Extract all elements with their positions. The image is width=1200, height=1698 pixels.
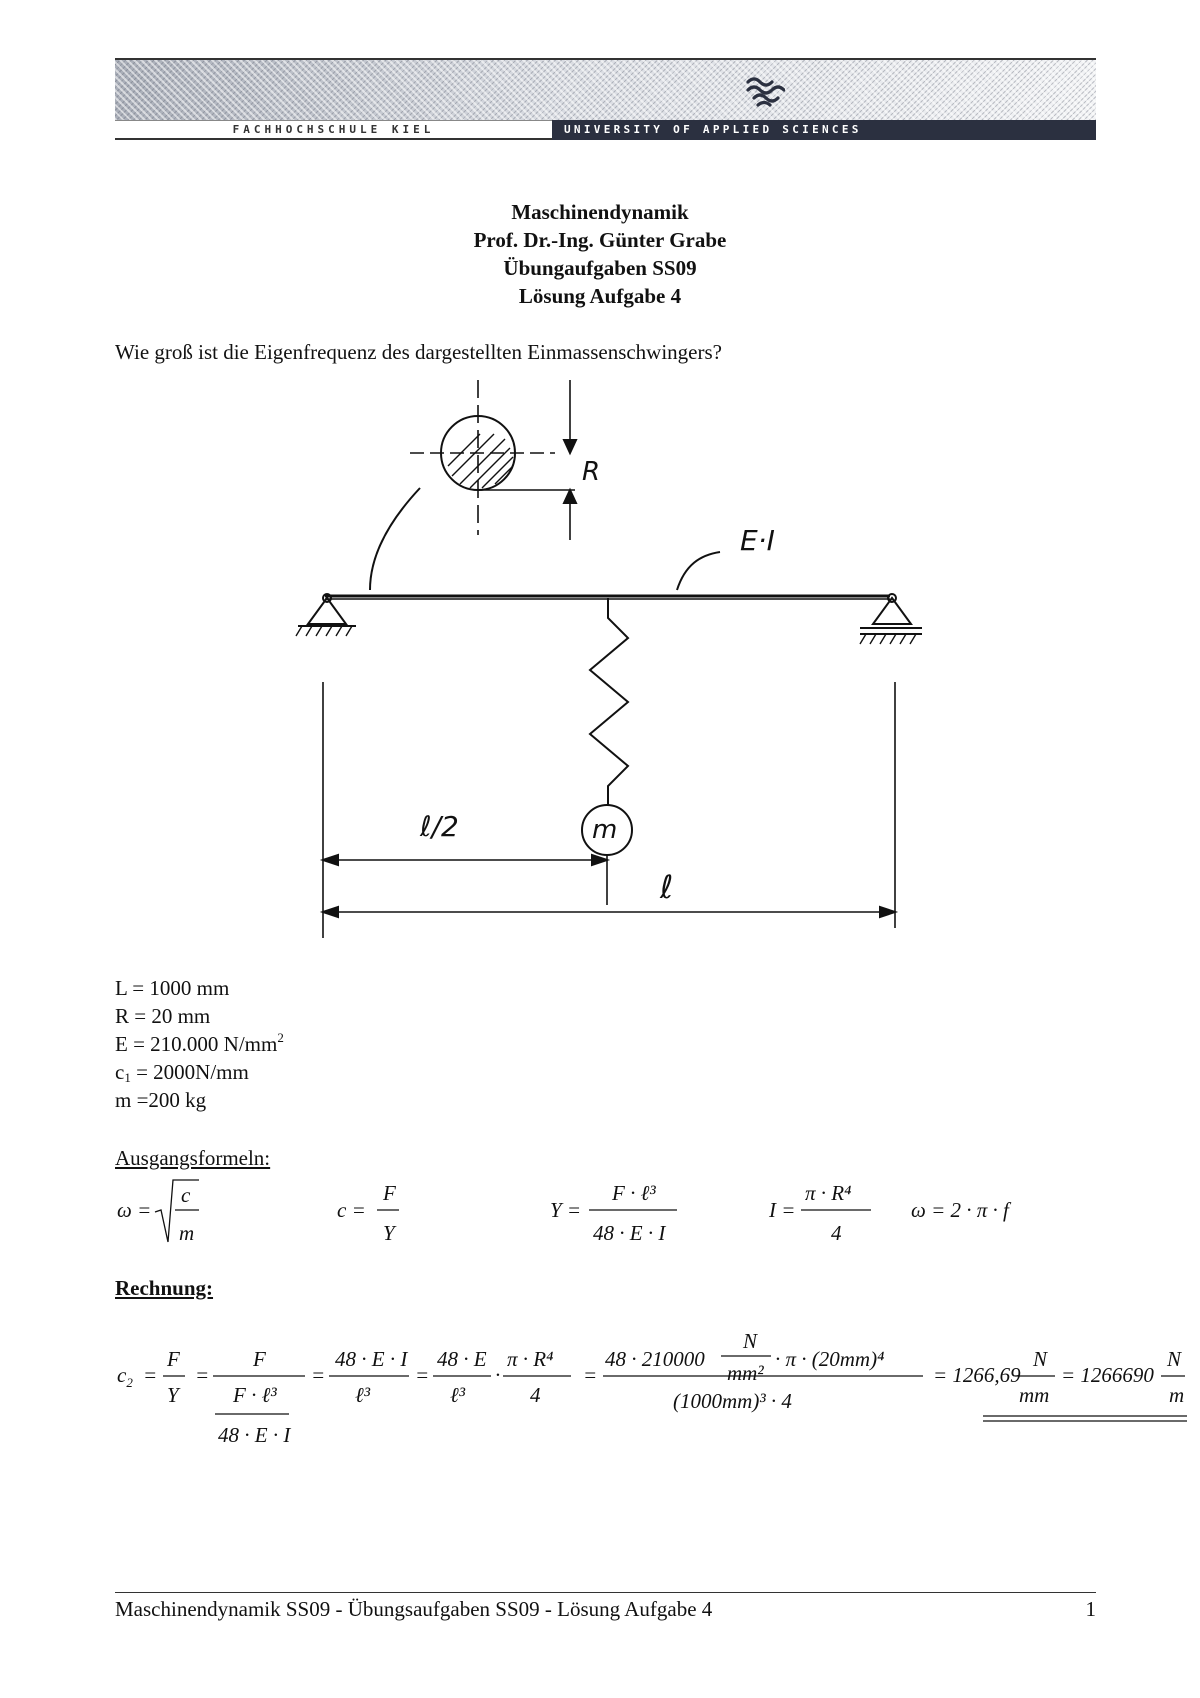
exercise-set: Übungaufgaben SS09 <box>503 256 697 280</box>
formula-i-lhs: I = <box>769 1198 796 1222</box>
page-footer <box>115 1592 1096 1622</box>
banner-strip <box>115 120 1096 140</box>
calc-n-unit: N <box>743 1329 758 1353</box>
calc-c2: $c_2$ <box>117 1363 133 1390</box>
calc-result-1-mm: mm <box>1019 1383 1050 1407</box>
calc-result-1-n: N <box>1033 1347 1048 1371</box>
given-radius: R = 20 mm <box>115 1004 211 1028</box>
header-banner <box>115 58 1096 142</box>
section-formulas-heading: Ausgangsformeln: <box>115 1146 271 1170</box>
calc-compound-num: F <box>253 1347 266 1371</box>
formula-omega-den: m <box>179 1221 195 1245</box>
formula-y-lhs: Y = <box>550 1198 582 1222</box>
calc-result-2-n: N <box>1167 1347 1182 1371</box>
calc-big-den: (1000mm)³ · 4 <box>673 1389 792 1413</box>
calc-48e-den: ℓ³ <box>450 1383 466 1407</box>
calc-big-num-b: · π · (20mm)⁴ <box>775 1347 885 1371</box>
header-right-text: UNIVERSITY OF APPLIED SCIENCES <box>552 120 1096 140</box>
calc-eq-4: = <box>415 1363 430 1387</box>
calc-eq-2: = <box>195 1363 210 1387</box>
university-logo-icon <box>745 74 785 108</box>
given-values <box>115 974 284 1114</box>
calc-pir4-den: 4 <box>530 1383 541 1407</box>
formula-i-den: 4 <box>831 1221 842 1245</box>
title-block <box>0 198 1200 310</box>
formula-y-num: F · ℓ³ <box>612 1181 656 1205</box>
given-length: L = 1000 mm <box>115 976 230 1000</box>
formula-i-num: π · R⁴ <box>805 1181 852 1205</box>
spring <box>590 598 628 806</box>
formula-y-den: 48 · E · I <box>593 1221 666 1245</box>
beam-spring-mass-figure <box>270 380 950 950</box>
label-ei: E·I <box>740 524 775 557</box>
label-mass: m <box>592 815 618 845</box>
given-modulus: E = 210.000 $N/mm^2$ <box>115 1030 284 1056</box>
label-half-length: ℓ/2 <box>420 810 459 843</box>
base-formulas <box>115 1172 1095 1252</box>
course-title: Maschinendynamik <box>511 200 689 224</box>
calc-f-over-y-den: Y <box>167 1383 179 1407</box>
calc-eq-3: = <box>311 1363 326 1387</box>
calc-result-1: = 1266,69 <box>933 1363 1021 1387</box>
calc-result-2-m: m <box>1169 1383 1185 1407</box>
calc-48e-num: 48 · E <box>437 1347 487 1371</box>
given-mass: m =200 kg <box>115 1088 207 1112</box>
professor-name: Prof. Dr.-Ing. Günter Grabe <box>473 228 727 252</box>
calc-big-num-a: 48 · 210000 <box>605 1347 705 1371</box>
formula-c-den: Y <box>383 1221 395 1245</box>
formula-c-lhs: c = <box>337 1198 366 1222</box>
calc-eq-5: = <box>583 1363 598 1387</box>
calc-compound-den-num: F · ℓ³ <box>233 1383 277 1407</box>
calc-eq-1: = <box>143 1363 158 1387</box>
calc-48ei-num: 48 · E · I <box>335 1347 408 1371</box>
calc-compound-den-den: 48 · E · I <box>218 1423 291 1447</box>
banner-pattern <box>115 60 1096 120</box>
formula-c-num: F <box>383 1181 396 1205</box>
calc-mm2-unit: mm² <box>727 1361 764 1385</box>
calc-result-2: = 1266690 <box>1061 1363 1154 1387</box>
footer-text: Maschinendynamik SS09 - Übungsaufgaben SS09 - Lösung Aufgabe 4 <box>115 1597 713 1621</box>
calc-pir4-num: π · R⁴ <box>507 1347 554 1371</box>
formula-omega-frequency: ω = 2 · π · f <box>911 1198 1009 1222</box>
page-number: 1 <box>1085 1597 1096 1621</box>
question-text: Wie groß ist die Eigenfrequenz des dargestellten Einmassenschwingers? <box>115 340 722 364</box>
calc-f-over-y-num: F <box>167 1347 180 1371</box>
formula-omega-num: c <box>181 1183 191 1207</box>
label-r: R <box>582 457 601 487</box>
calculation-c2 <box>115 1318 1190 1458</box>
section-calc-heading: Rechnung: <box>115 1276 214 1300</box>
calc-dot: · <box>495 1363 501 1387</box>
calc-48ei-den: ℓ³ <box>355 1383 371 1407</box>
solution-title: Lösung Aufgabe 4 <box>518 284 682 308</box>
header-left-text: FACHHOCHSCHULE KIEL <box>115 120 552 140</box>
formula-omega-lhs: ω = <box>117 1198 152 1222</box>
label-length: ℓ <box>660 868 674 906</box>
given-spring-rate: $c_1 = 2000N/mm$ <box>115 1060 249 1085</box>
